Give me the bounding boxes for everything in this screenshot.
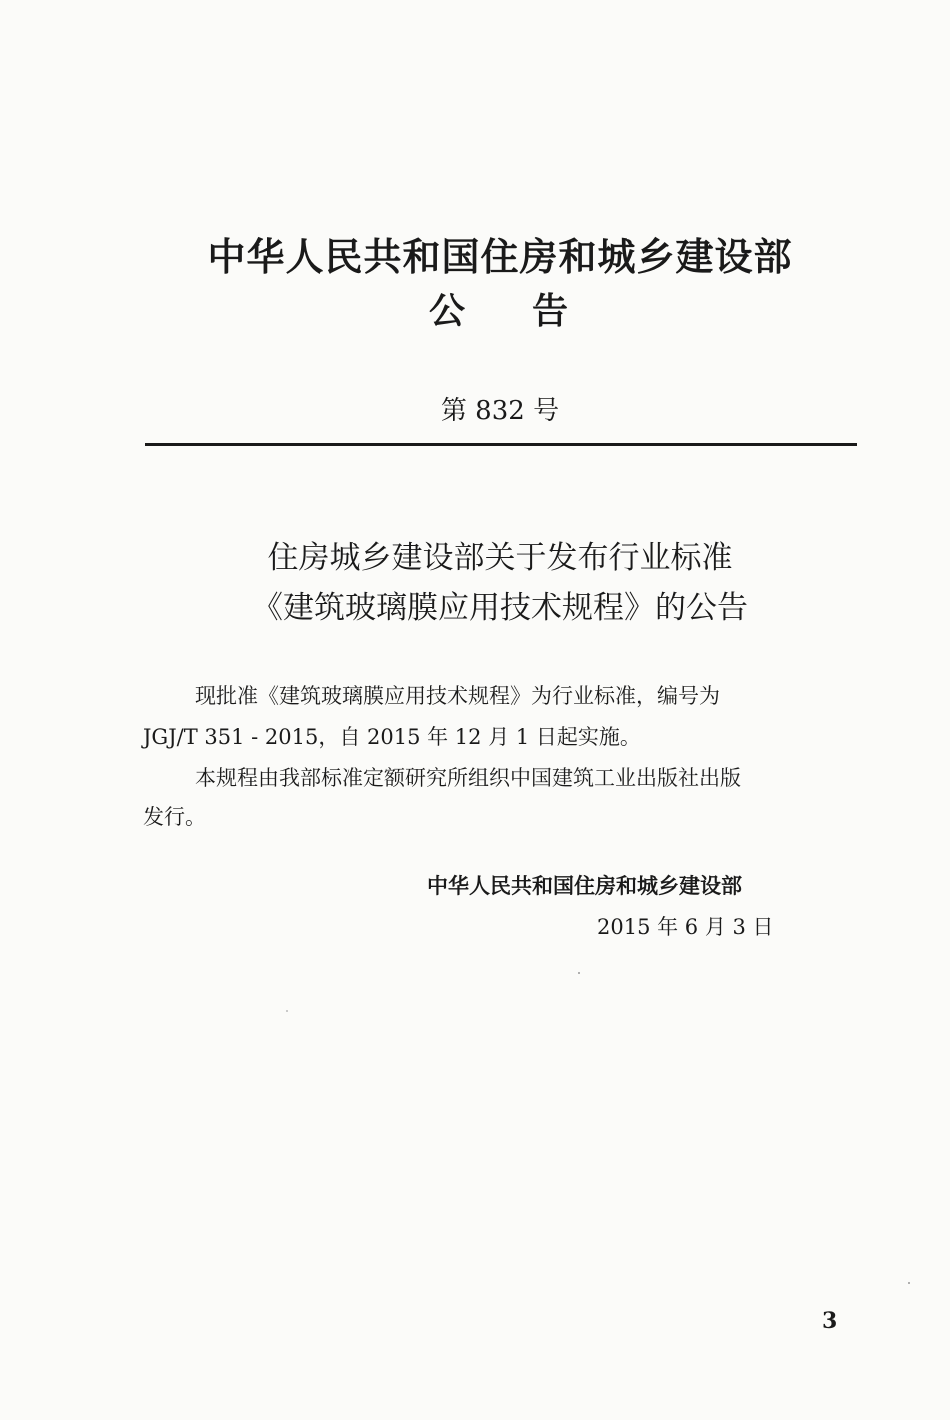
subject-line-2: 《建筑玻璃膜应用技术规程》的公告 <box>252 590 748 626</box>
signature-organization: 中华人民共和国住房和城乡建设部 <box>427 874 742 898</box>
issue-number: 第 832 号 <box>440 396 560 426</box>
scan-speck <box>286 1010 288 1012</box>
notice-title <box>0 283 950 334</box>
signature-date: 2015 年 6 月 3 日 <box>597 915 774 939</box>
paragraph-1-line-1: 现批准《建筑玻璃膜应用技术规程》为行业标准，编号为 <box>195 684 720 708</box>
page-number: 3 <box>822 1308 838 1334</box>
scan-speck <box>908 1282 910 1284</box>
notice-title-char-1: 公 <box>428 291 468 332</box>
paragraph-1-line-2: JGJ/T 351 - 2015，自 2015 年 12 月 1 日起实施。 <box>143 725 641 749</box>
subject-line-1: 住房城乡建设部关于发布行业标准 <box>267 540 733 576</box>
scan-speck <box>578 972 580 974</box>
paragraph-2-line-2: 发行。 <box>143 805 206 829</box>
ministry-title: 中华人民共和国住房和城乡建设部 <box>207 235 793 279</box>
notice-title-char-2: 告 <box>532 291 572 332</box>
paragraph-2-line-1: 本规程由我部标准定额研究所组织中国建筑工业出版社出版 <box>195 766 741 790</box>
header-divider <box>145 443 857 446</box>
